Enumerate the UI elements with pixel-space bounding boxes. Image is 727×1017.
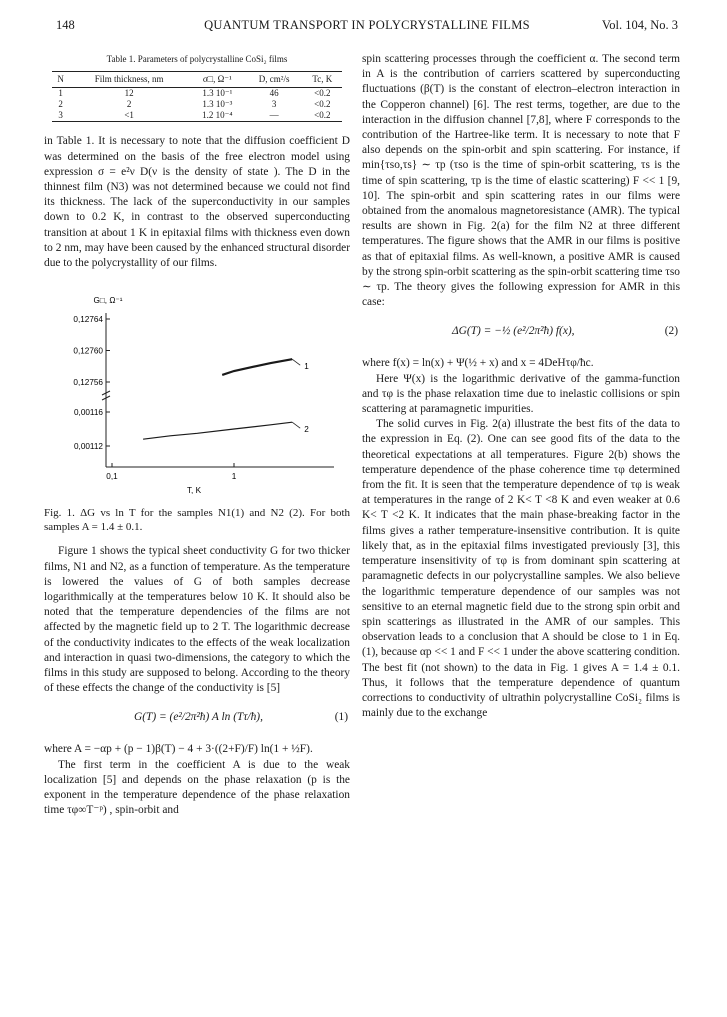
x-axis-label: T, K	[186, 486, 202, 496]
x-tick-label: 1	[231, 472, 237, 482]
y-axis-label: G□, Ω⁻¹	[93, 296, 123, 306]
running-header	[56, 18, 678, 38]
volume-label: Vol. 104, No. 3	[601, 18, 678, 32]
table-cell: 1.3 10⁻¹	[202, 88, 233, 99]
table-row	[52, 99, 342, 110]
table-cell: —	[269, 110, 279, 121]
equation-2-number: (2)	[664, 325, 678, 338]
equation-1	[44, 702, 350, 736]
series-leader-line	[292, 359, 300, 365]
table-cell: <0.2	[314, 88, 331, 99]
page-number: 148	[56, 18, 75, 32]
body-paragraph: Here Ψ(x) is the logarithmic derivative of the gamma-function and τφ is the phase relaxation time due to inelastic collisions or spin scattering at paramagnetic impurities.	[362, 372, 680, 416]
body-paragraph: where A = −αp + (p − 1)β(T) − 4 + 3·((2+F)/F) ln(1 + ½F).	[44, 743, 313, 756]
table-cell: 3	[58, 110, 63, 121]
y-tick-label: 0,12760	[73, 346, 103, 356]
table-cell: 3	[271, 99, 277, 110]
left-column	[44, 52, 350, 818]
table-row	[52, 88, 342, 100]
body-paragraph: spin scattering processes through the coefficient α. The second term in A is the contribution of carriers scattered by superconducting fluctuations (β(T) is the constant of electron–electron interaction in the Copperon channel) [6]. The rest terms, together, are due to the interaction in the diffusion channel [7,8], where F corresponds to the contribution of the Hartree-like term. It is necessary to note that F also depends on the spin-orbit and spin scattering. For instance, if min{τso,τs} ∼ τp (τso is the time of spin-orbit scattering, τs is the time of spin scattering, τp is the time of elastic scattering) F << 1 [9, 10]. The spin-orbit and spin scattering rates in our films were obtained from the anomalous magnetoresistance (AMR). The typical results are shown in Fig. 2(a) for the film N2 at three different temperatures. The figure shows that the AMR in our films is positive as that of epitaxial films. As well-known, a positive AMR is caused by the strong spin-orbit scattering as the spin-orbit scattering time τso ∼ τp. The theory gives the following expression for AMR in this case:	[362, 53, 680, 309]
y-tick-label: 0,12764	[73, 315, 103, 325]
y-tick-label: 0,00112	[74, 442, 103, 452]
table-cell: 12	[124, 88, 134, 99]
body-paragraph: The first term in the coefficient A is due to the weak localization [5] and depends on the phase relaxation (p is the exponent in the temperature dependence of the phase relaxation time τφ∞T⁻ᵖ) , spin-orbit and	[44, 758, 350, 817]
figure-caption: Fig. 1. ΔG vs ln T for the samples N1(1) and N2 (2). For both samples A = 1.4 ± 0.1.	[44, 507, 350, 533]
table-cell: 2	[58, 99, 63, 110]
body-paragraph: where f(x) = ln(x) + Ψ(½ + x) and x = 4DeHτφ/ħc.	[362, 357, 594, 370]
table-cell: 1.2 10⁻⁴	[202, 110, 233, 121]
parameters-table	[52, 71, 342, 122]
table-cell: <0.2	[314, 110, 331, 121]
table-row	[52, 110, 342, 122]
right-column	[362, 52, 680, 721]
table-cell: <0.2	[314, 99, 331, 110]
equation-2	[362, 316, 680, 350]
series-line-2	[143, 422, 292, 439]
running-title: QUANTUM TRANSPORT IN POLYCRYSTALLINE FILMS	[204, 18, 530, 32]
table-cell: <1	[124, 110, 134, 121]
table-header-row	[52, 72, 342, 88]
table-caption: Table 1. Parameters of polycrystalline CoSi₂ films	[106, 54, 288, 64]
equation-1-formula: G(T) = (e²/2π²ħ) A ln (Tτ/ħ),	[134, 711, 263, 724]
table-header-cell: Film thickness, nm	[69, 72, 189, 88]
y-tick-label: 0,00116	[74, 408, 103, 418]
table-cell: 46	[269, 88, 279, 99]
series-line-1	[222, 359, 292, 375]
table-header-cell: σ□, Ω⁻¹	[189, 72, 246, 88]
body-paragraph: The solid curves in Fig. 2(a) illustrate the best fits of the data to the expression in Eq. (2). One can see good fits of the data to the theoretical expectations at all temperatures. Figure 2(b) shows the temperature dependence of the phase coherence time τφ determined from the fit. It is seen that the temperature dependence of τφ is weak at temperatures in the range of 2 K< T <8 K and even weaker at 0.6 K< T <2 K. It indicates that the main phase-breaking factor in the films gives a rather temperature-insensitive contribution. It is quite likely that, as in the epitaxial films investigated previously [3], this temperature insensitivity of τφ is from dominant spin scattering at paramagnetic defects in our polycrystalline samples. We also believe the logarithmic temperature dependence of our samples was not sensitive to an eternal magnetic field due to the strong spin orbit and spin scatterings as illustrated in the AMR of our samples. This observation leads to a conclusion that A should be close to 1 in Eq. (1), because αp << 1 and F << 1 under the above scattering condition. The best fit (not shown) to the data in Fig. 1 gives A = 1.4 ± 0.1. Thus, it follows that the temperature dependence of quantum corrections to conductivity of ultrathin polycrystalline CoSi₂ films is mainly due to the exchange	[362, 418, 680, 720]
table-cell: 1.3 10⁻³	[202, 99, 233, 110]
x-tick-label: 0,1	[106, 472, 118, 482]
series-leader-line	[292, 422, 300, 428]
body-paragraph: Figure 1 shows the typical sheet conductivity G for two thicker films, N1 and N2, as a function of temperature. As the temperature is lowered the values of G of both samples decrease logarithmically at the temperatures below 10 K. It should also be noted that the temperature dependencies of the films are not affected by the magnetic field up to 2 T. The logarithmic decrease of the conductivity indicates to the effects of the weak localization and interaction in quasi two-dimensions, the category to which the films in this study are supposed to belong. According to the theory of these effects the change of the conductivity is [5]	[44, 545, 350, 695]
figure-1	[44, 279, 350, 503]
equation-1-number: (1)	[334, 711, 348, 724]
series-label: 1	[304, 362, 309, 372]
body-paragraph: in Table 1. It is necessary to note that the diffusion coefficient D was determined on the basis of the free electron model using expression σ = e²ν D(ν is the density of state ). The D in the thinnest film (N3) was not determined because we could not find its thickness. The lack of the superconductivity in our samples down to 0.2 K, in contrast to the observed superconducting transition at about 1 K in epitaxial films with thickness even down to 2 nm, may have been caused by the enhanced structural disorder due to the polycrystallity of our films.	[44, 135, 350, 270]
y-tick-label: 0,12756	[73, 378, 103, 388]
table-header-cell: D, cm²/s	[246, 72, 303, 88]
figure-1-chart	[44, 279, 350, 503]
table-header-cell: Tc, K	[303, 72, 342, 88]
table-cell: 1	[58, 88, 63, 99]
series-label: 2	[304, 425, 309, 435]
table-cell: 2	[126, 99, 132, 110]
table-header-cell: N	[52, 72, 69, 88]
equation-2-formula: ΔG(T) = −½ (e²/2π²ħ) f(x),	[452, 325, 575, 338]
